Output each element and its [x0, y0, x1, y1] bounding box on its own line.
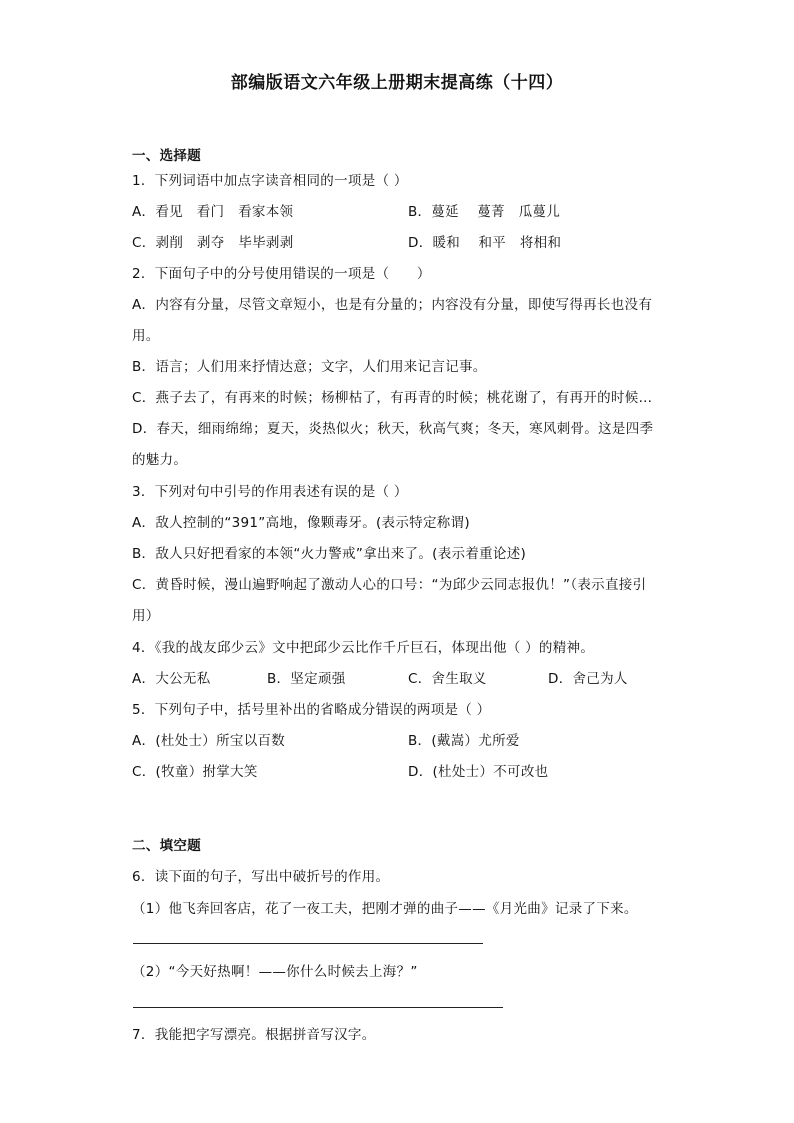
q2-option-d-line1: D．春天，细雨绵绵；夏天，炎热似火；秋天，秋高气爽；冬天，寒风刺骨。这是四季 [132, 421, 654, 437]
q6-sentence-2: （2）“今天好热啊！——你什么时候去上海？” [132, 964, 418, 980]
section-fill-heading: 二、填空题 [132, 838, 201, 854]
q1-stem: 1．下列词语中加点字读音相同的一项是（ ） [132, 173, 408, 189]
q6-answer-line-2[interactable] [133, 1007, 503, 1008]
q3-option-b: B．敌人只好把看家的本领“火力警戒”拿出来了。(表示着重论述) [132, 546, 527, 562]
q2-option-a-line1: A．内容有分量，尽管文章短小，也是有分量的；内容没有分量，即使写得再长也没有 [132, 297, 653, 313]
q5-option-c: C．(牧童）拊掌大笑 [132, 764, 258, 780]
q2-option-a-line2: 用。 [132, 328, 160, 344]
q6-stem: 6．读下面的句子，写出中破折号的作用。 [132, 869, 390, 885]
q4-option-d: D．舍己为人 [548, 671, 628, 687]
q5-option-b: B．(戴嵩）尤所爱 [408, 733, 520, 749]
q7-stem: 7．我能把字写漂亮。根据拼音写汉字。 [132, 1027, 376, 1043]
q5-option-a: A．(杜处士）所宝以百数 [132, 733, 286, 749]
q1-option-a: A．看见 看门 看家本领 [132, 204, 294, 220]
q6-sentence-1: （1）他飞奔回客店，花了一夜工夫，把刚才弹的曲子——《月光曲》记录了下来。 [132, 901, 638, 917]
q4-stem: 4．《我的战友邱少云》文中把邱少云比作千斤巨石，体现出他（ ）的精神。 [132, 640, 595, 656]
q1-option-d: D．暖和 和平 将相和 [408, 235, 562, 251]
q1-option-b: B．蔓延 蔓菁 瓜蔓儿 [408, 204, 561, 220]
q3-option-c-line1: C．黄昏时候，漫山遍野响起了激动人心的口号：“为邱少云同志报仇！”（表示直接引 [132, 577, 647, 593]
q3-option-c-line2: 用） [132, 608, 160, 624]
q2-option-b: B．语言；人们用来抒情达意；文字，人们用来记言记事。 [132, 359, 487, 375]
q5-stem: 5．下列句子中，括号里补出的省略成分错误的两项是（ ） [132, 702, 491, 718]
q2-option-c: C．燕子去了，有再来的时候；杨柳枯了，有再青的时候；桃花谢了，有再开的时候… [132, 390, 653, 406]
page-title: 部编版语文六年级上册期末提高练（十四） [230, 73, 564, 93]
q6-answer-line-1[interactable] [133, 943, 483, 944]
q4-option-a: A．大公无私 [132, 671, 211, 687]
section-choice-heading: 一、选择题 [132, 148, 201, 164]
q2-stem: 2．下面句子中的分号使用错误的一项是（ ） [132, 266, 431, 282]
q2-option-d-line2: 的魅力。 [132, 452, 188, 468]
q3-stem: 3．下列对句中引号的作用表述有误的是（ ） [132, 484, 408, 500]
q4-option-c: C．舍生取义 [408, 671, 487, 687]
q3-option-a: A．敌人控制的“391”高地，像颗毒牙。(表示特定称谓) [132, 515, 470, 531]
q4-option-b: B．坚定顽强 [267, 671, 346, 687]
q5-option-d: D．(杜处士）不可改也 [408, 764, 549, 780]
q1-option-c: C．剥削 剥夺 毕毕剥剥 [132, 235, 294, 251]
